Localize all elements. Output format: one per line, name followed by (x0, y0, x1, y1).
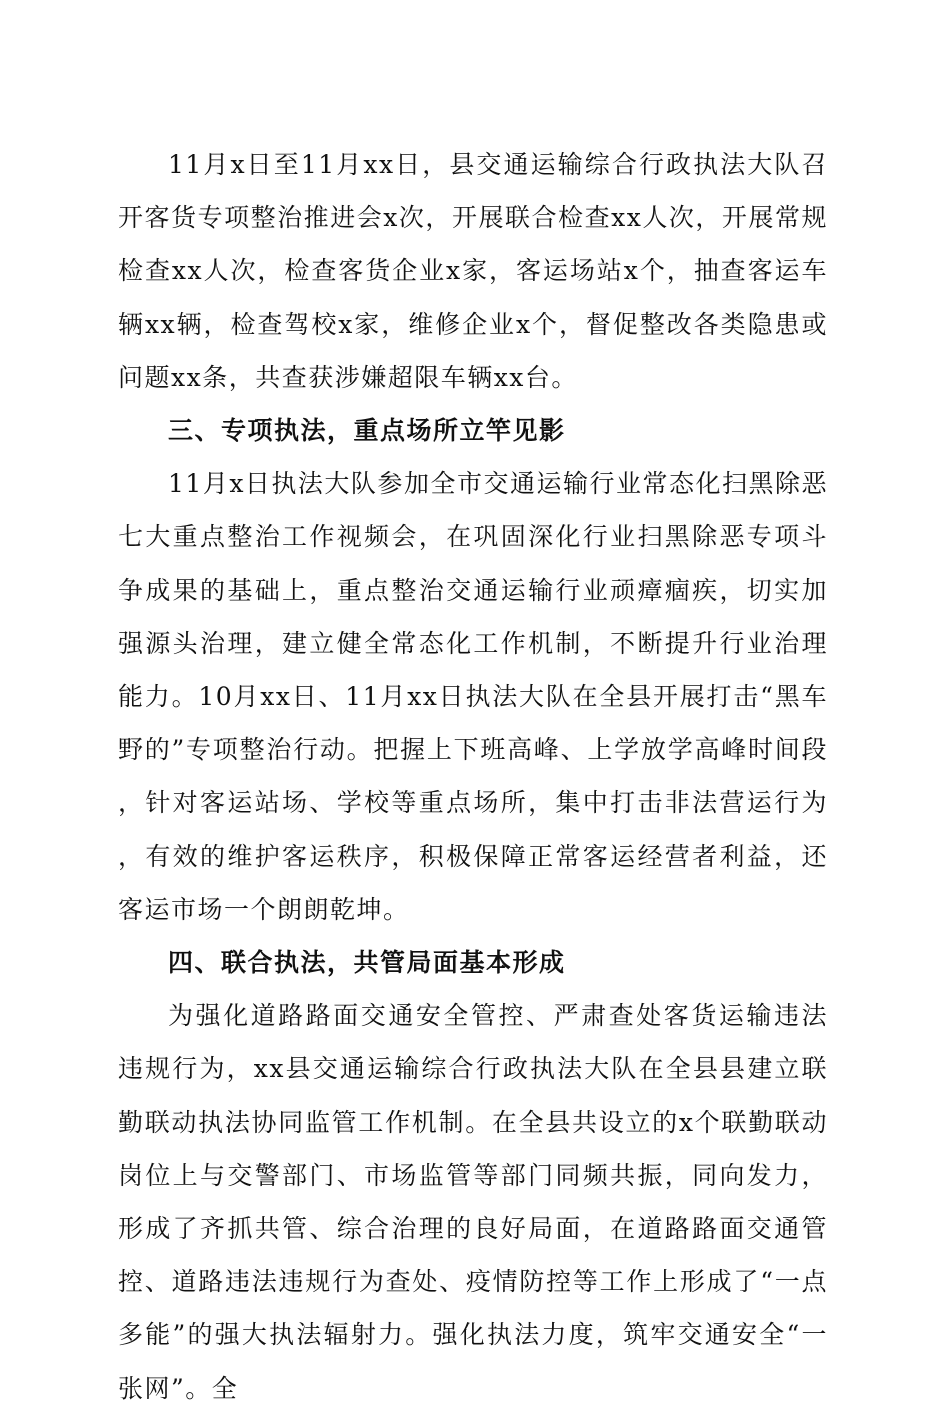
heading-special-enforcement: 三、专项执法，重点场所立竿见影 (168, 416, 566, 446)
paragraph-joint-enforcement: 为强化道路路面交通安全管控、严肃查处客货运输违法违规行为，xx县交通运输综合行政执法大队在全县县建立联勤联动执法协同监管工作机制。在全县共设立的x个联勤联动岗位上与交警部门、市场监管等部门同频共振，同向发力，形成了齐抓共管、综合治理的良好局面，在道路路面交通管控、道路违法违规行为查处、疫情防控等工作上形成了“一点多能”的强大执法辐射力。强化执法力度，筑牢交通安全“一张网”。全 (118, 1001, 828, 1403)
heading-joint-enforcement: 四、联合执法，共管局面基本形成 (168, 948, 566, 978)
paragraph-inspection-summary: 11月x日至11月xx日，县交通运输综合行政执法大队召开客货专项整治推进会x次，开展联合检查xx人次，开展常规检查xx人次，检查客货企业x家，客运场站x个，抽查客运车辆xx辆，检查驾校x家，维修企业x个，督促整改各类隐患或问题xx条，共查获涉嫌超限车辆xx台。 (118, 150, 828, 392)
paragraph-special-enforcement: 11月x日执法大队参加全市交通运输行业常态化扫黑除恶七大重点整治工作视频会，在巩固深化行业扫黑除恶专项斗争成果的基础上，重点整治交通运输行业顽瘴痼疾，切实加强源头治理，建立健全常态化工作机制，不断提升行业治理能力。10月xx日、11月xx日执法大队在全县开展打击“黑车野的”专项整治行动。把握上下班高峰、上学放学高峰时间段，针对客运站场、学校等重点场所，集中打击非法营运行为，有效的维护客运秩序，积极保障正常客运经营者利益，还客运市场一个朗朗乾坤。 (118, 469, 828, 924)
document-page (118, 138, 828, 1415)
